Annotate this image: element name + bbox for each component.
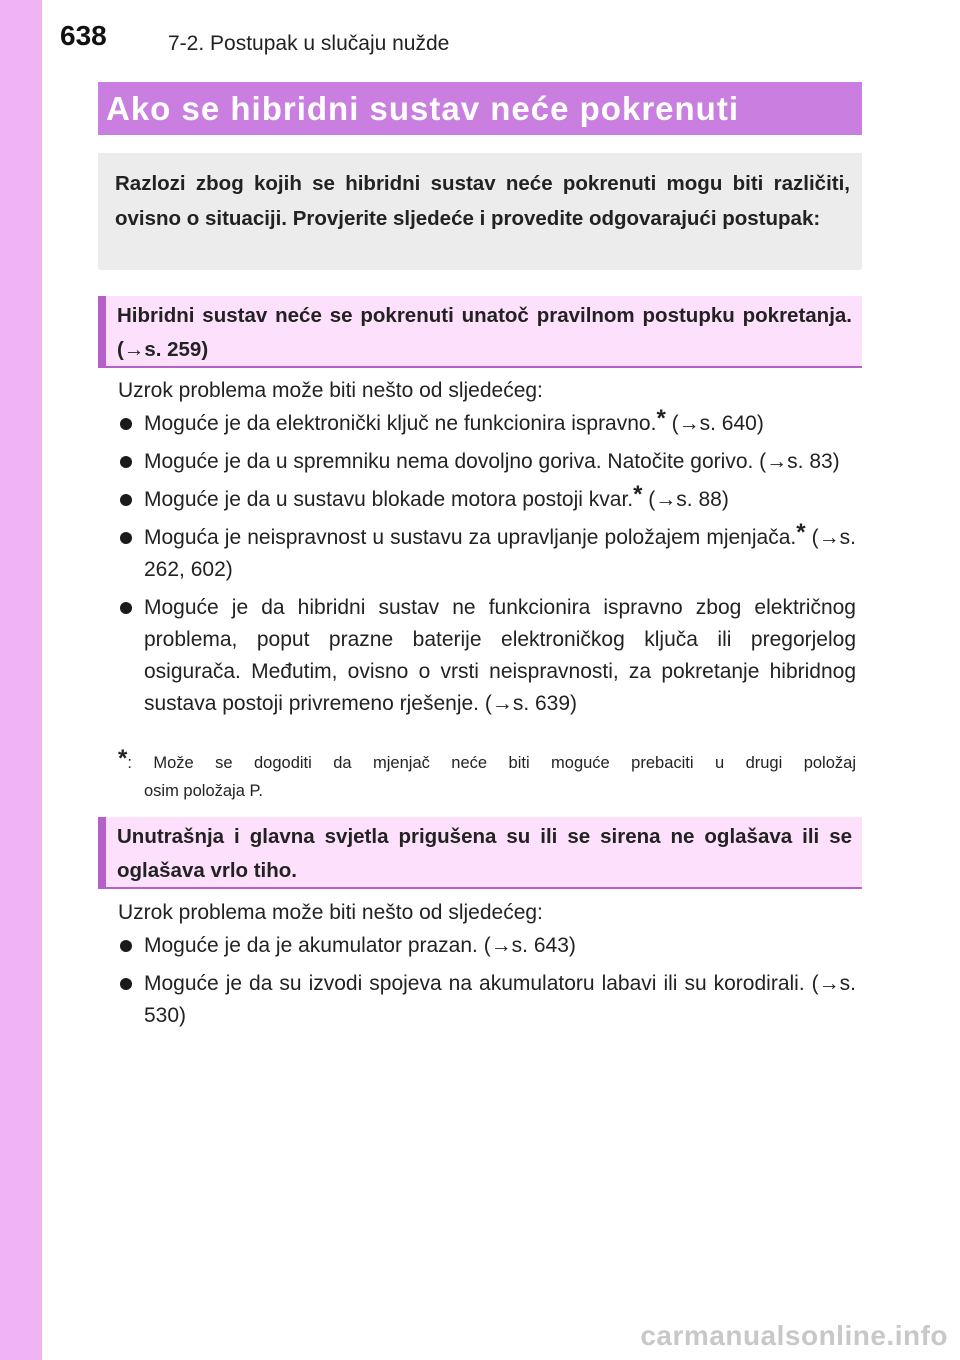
asterisk-mark: * <box>796 519 806 546</box>
asterisk-mark: * <box>633 481 643 508</box>
subsection-heading-1: Hibridni sustav neće se pokrenuti unatoč pravilnom postupku pokretanja. (→s. 259) <box>98 296 862 368</box>
list-item: Moguća je neispravnost u sustavu za upravljanje položajem mjenjača.* (→s. 262, 602) <box>118 522 856 586</box>
list-item: Moguće je da elektronički ključ ne funkcionira ispravno.* (→s. 640) <box>118 408 856 440</box>
intro-box: Razlozi zbog kojih se hibridni sustav neće pokrenuti mogu biti različiti, ovisno o situaciji. Provjerite sljedeće i provedite odgovarajući postupak: <box>98 153 862 270</box>
side-color-strip <box>0 0 42 1360</box>
subsection-heading-2: Unutrašnja i glavna svjetla prigušena su ili se sirena ne oglašava ili se oglašava vrlo tiho. <box>98 817 862 889</box>
footnote-mark: * <box>118 745 128 772</box>
watermark: carmanualsonline.info <box>640 1320 948 1351</box>
footnote <box>118 745 856 805</box>
asterisk-mark: * <box>656 405 666 432</box>
page-number: 638 <box>60 20 107 51</box>
footnote-text-2: osim položaja P. <box>144 782 263 800</box>
chapter-title: 7-2. Postupak u slučaju nužde <box>168 32 450 55</box>
cause-list-1 <box>118 405 856 726</box>
section-title-bar <box>98 82 862 135</box>
section-title: Ako se hibridni sustav neće pokrenuti <box>106 89 739 127</box>
cause-intro-2: Uzrok problema može biti nešto od sljedećeg: <box>118 901 543 924</box>
list-item: Moguće je da u sustavu blokade motora postoji kvar.* (→s. 88) <box>118 484 856 516</box>
cause-list-2 <box>118 930 856 1038</box>
list-item: Moguće je da u spremniku nema dovoljno goriva. Natočite gorivo. (→s. 83) <box>118 446 856 478</box>
footnote-text-1: : Može se dogoditi da mjenjač neće biti moguće prebaciti u drugi položaj <box>127 754 856 772</box>
list-item: Moguće je da su izvodi spojeva na akumulatoru labavi ili su korodirali. (→s. 530) <box>118 968 856 1032</box>
list-item: Moguće je da hibridni sustav ne funkcionira ispravno zbog električnog problema, poput prazne baterije elektroničkog ključa ili pregorjelog osigurača. Međutim, ovisno o vrsti neispravnosti, za pokretanje hibridnog sustava postoji privremeno rješenje. (→s. 639) <box>118 592 856 720</box>
list-item: Moguće je da je akumulator prazan. (→s. 643) <box>118 930 856 962</box>
cause-intro-1: Uzrok problema može biti nešto od sljedećeg: <box>118 379 543 402</box>
